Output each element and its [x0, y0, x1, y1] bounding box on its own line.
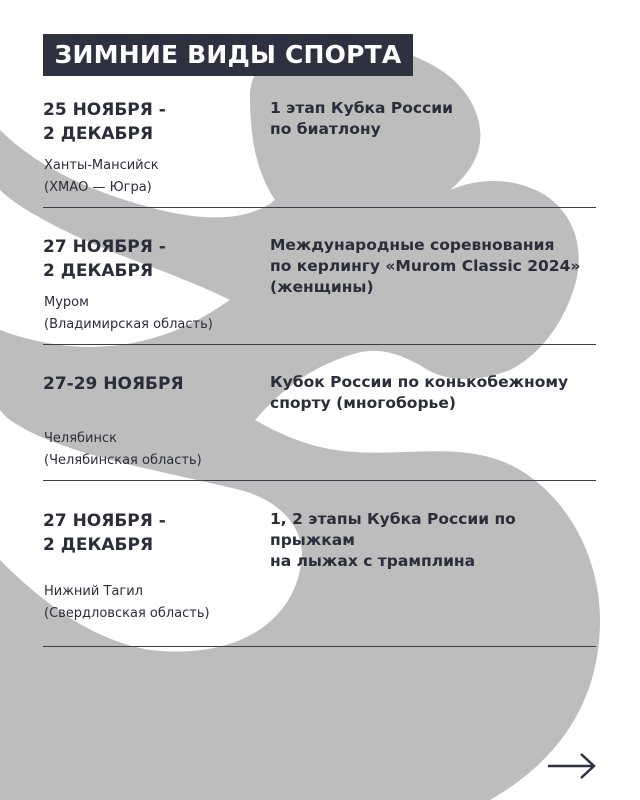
divider [43, 646, 596, 647]
event-name: Международные соревнования по керлингу «Murom Classic 2024» (женщины) [270, 236, 581, 296]
event-date: 27 НОЯБРЯ - 2 ДЕКАБРЯ [43, 237, 166, 281]
event-place: Нижний Тагил (Свердловская область) [44, 584, 210, 621]
arrow-right-icon[interactable] [547, 752, 597, 780]
event-place: Ханты-Мансийск (ХМАО — Югра) [44, 158, 159, 195]
event-name: 1 этап Кубка России по биатлону [270, 99, 453, 138]
event-item [43, 98, 596, 198]
event-date: 27 НОЯБРЯ - 2 ДЕКАБРЯ [43, 511, 166, 555]
divider [43, 480, 596, 481]
event-date: 25 НОЯБРЯ - 2 ДЕКАБРЯ [43, 100, 166, 144]
divider [43, 207, 596, 208]
event-item [43, 509, 596, 629]
event-item [43, 235, 596, 335]
event-name: Кубок России по конькобежному спорту (многоборье) [270, 373, 569, 412]
divider [43, 344, 596, 345]
event-place: Муром (Владимирская область) [44, 295, 213, 332]
event-place: Челябинск (Челябинская область) [44, 431, 202, 468]
event-item [43, 372, 596, 472]
page-title: ЗИМНИЕ ВИДЫ СПОРТА [43, 34, 413, 76]
event-name: 1, 2 этапы Кубка России по прыжкам на лыжах с трамплина [270, 510, 516, 570]
event-date: 27-29 НОЯБРЯ [43, 374, 184, 394]
